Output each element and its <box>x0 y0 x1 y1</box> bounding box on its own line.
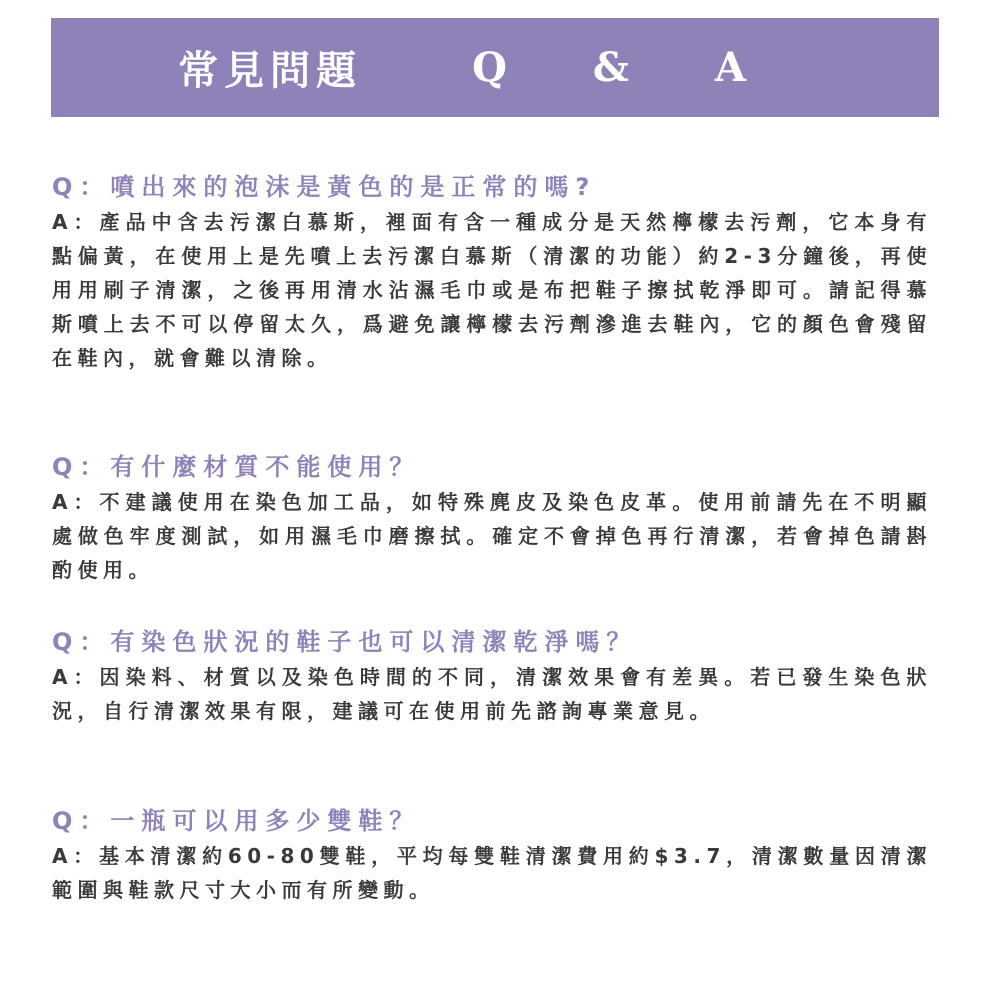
faq-question: Q：噴出來的泡沫是黃色的是正常的嗎? <box>52 173 597 201</box>
faq-question: Q：有染色狀況的鞋子也可以清潔乾淨嗎？ <box>52 628 638 656</box>
faq-answer: A：產品中含去污潔白慕斯，裡面有含一種成分是天然檸檬去污劑，它本身有點偏黃，在使用上是先噴上去污潔白慕斯（清潔的功能）約2-3分鐘後，再使用用刷子清潔，之後再用清水沾濕毛巾或是布把鞋子擦拭乾淨即可。請記得慕斯噴上去不可以停留太久，爲避免讓檸檬去污劑滲進去鞋內，它的顏色會殘留在鞋內，就會難以清除。 <box>52 210 932 370</box>
faq-answer: A：基本清潔約60-80雙鞋，平均每雙鞋清潔費用約$3.7，清潔數量因清潔範圍與鞋款尺寸大小而有所變動。 <box>52 844 932 902</box>
faq-answer: A：因染料、材質以及染色時間的不同，清潔效果會有差異。若已發生染色狀況，自行清潔效果有限，建議可在使用前先諮詢專業意見。 <box>52 665 932 723</box>
faq-item <box>52 805 932 907</box>
faq-question: Q：有什麼材質不能使用？ <box>52 453 421 481</box>
header-banner <box>51 18 939 117</box>
faq-item <box>52 171 932 375</box>
faq-item <box>52 626 932 728</box>
faq-item <box>52 451 932 587</box>
qa-label: Q & A <box>472 44 782 91</box>
page-title: 常見問題 <box>178 47 363 94</box>
header-content <box>178 39 782 96</box>
faq-question: Q：一瓶可以用多少雙鞋？ <box>52 807 421 835</box>
faq-answer: A：不建議使用在染色加工品，如特殊麂皮及染色皮革。使用前請先在不明顯處做色牢度測試，如用濕毛巾磨擦拭。確定不會掉色再行清潔，若會掉色請斟酌使用。 <box>52 490 932 582</box>
